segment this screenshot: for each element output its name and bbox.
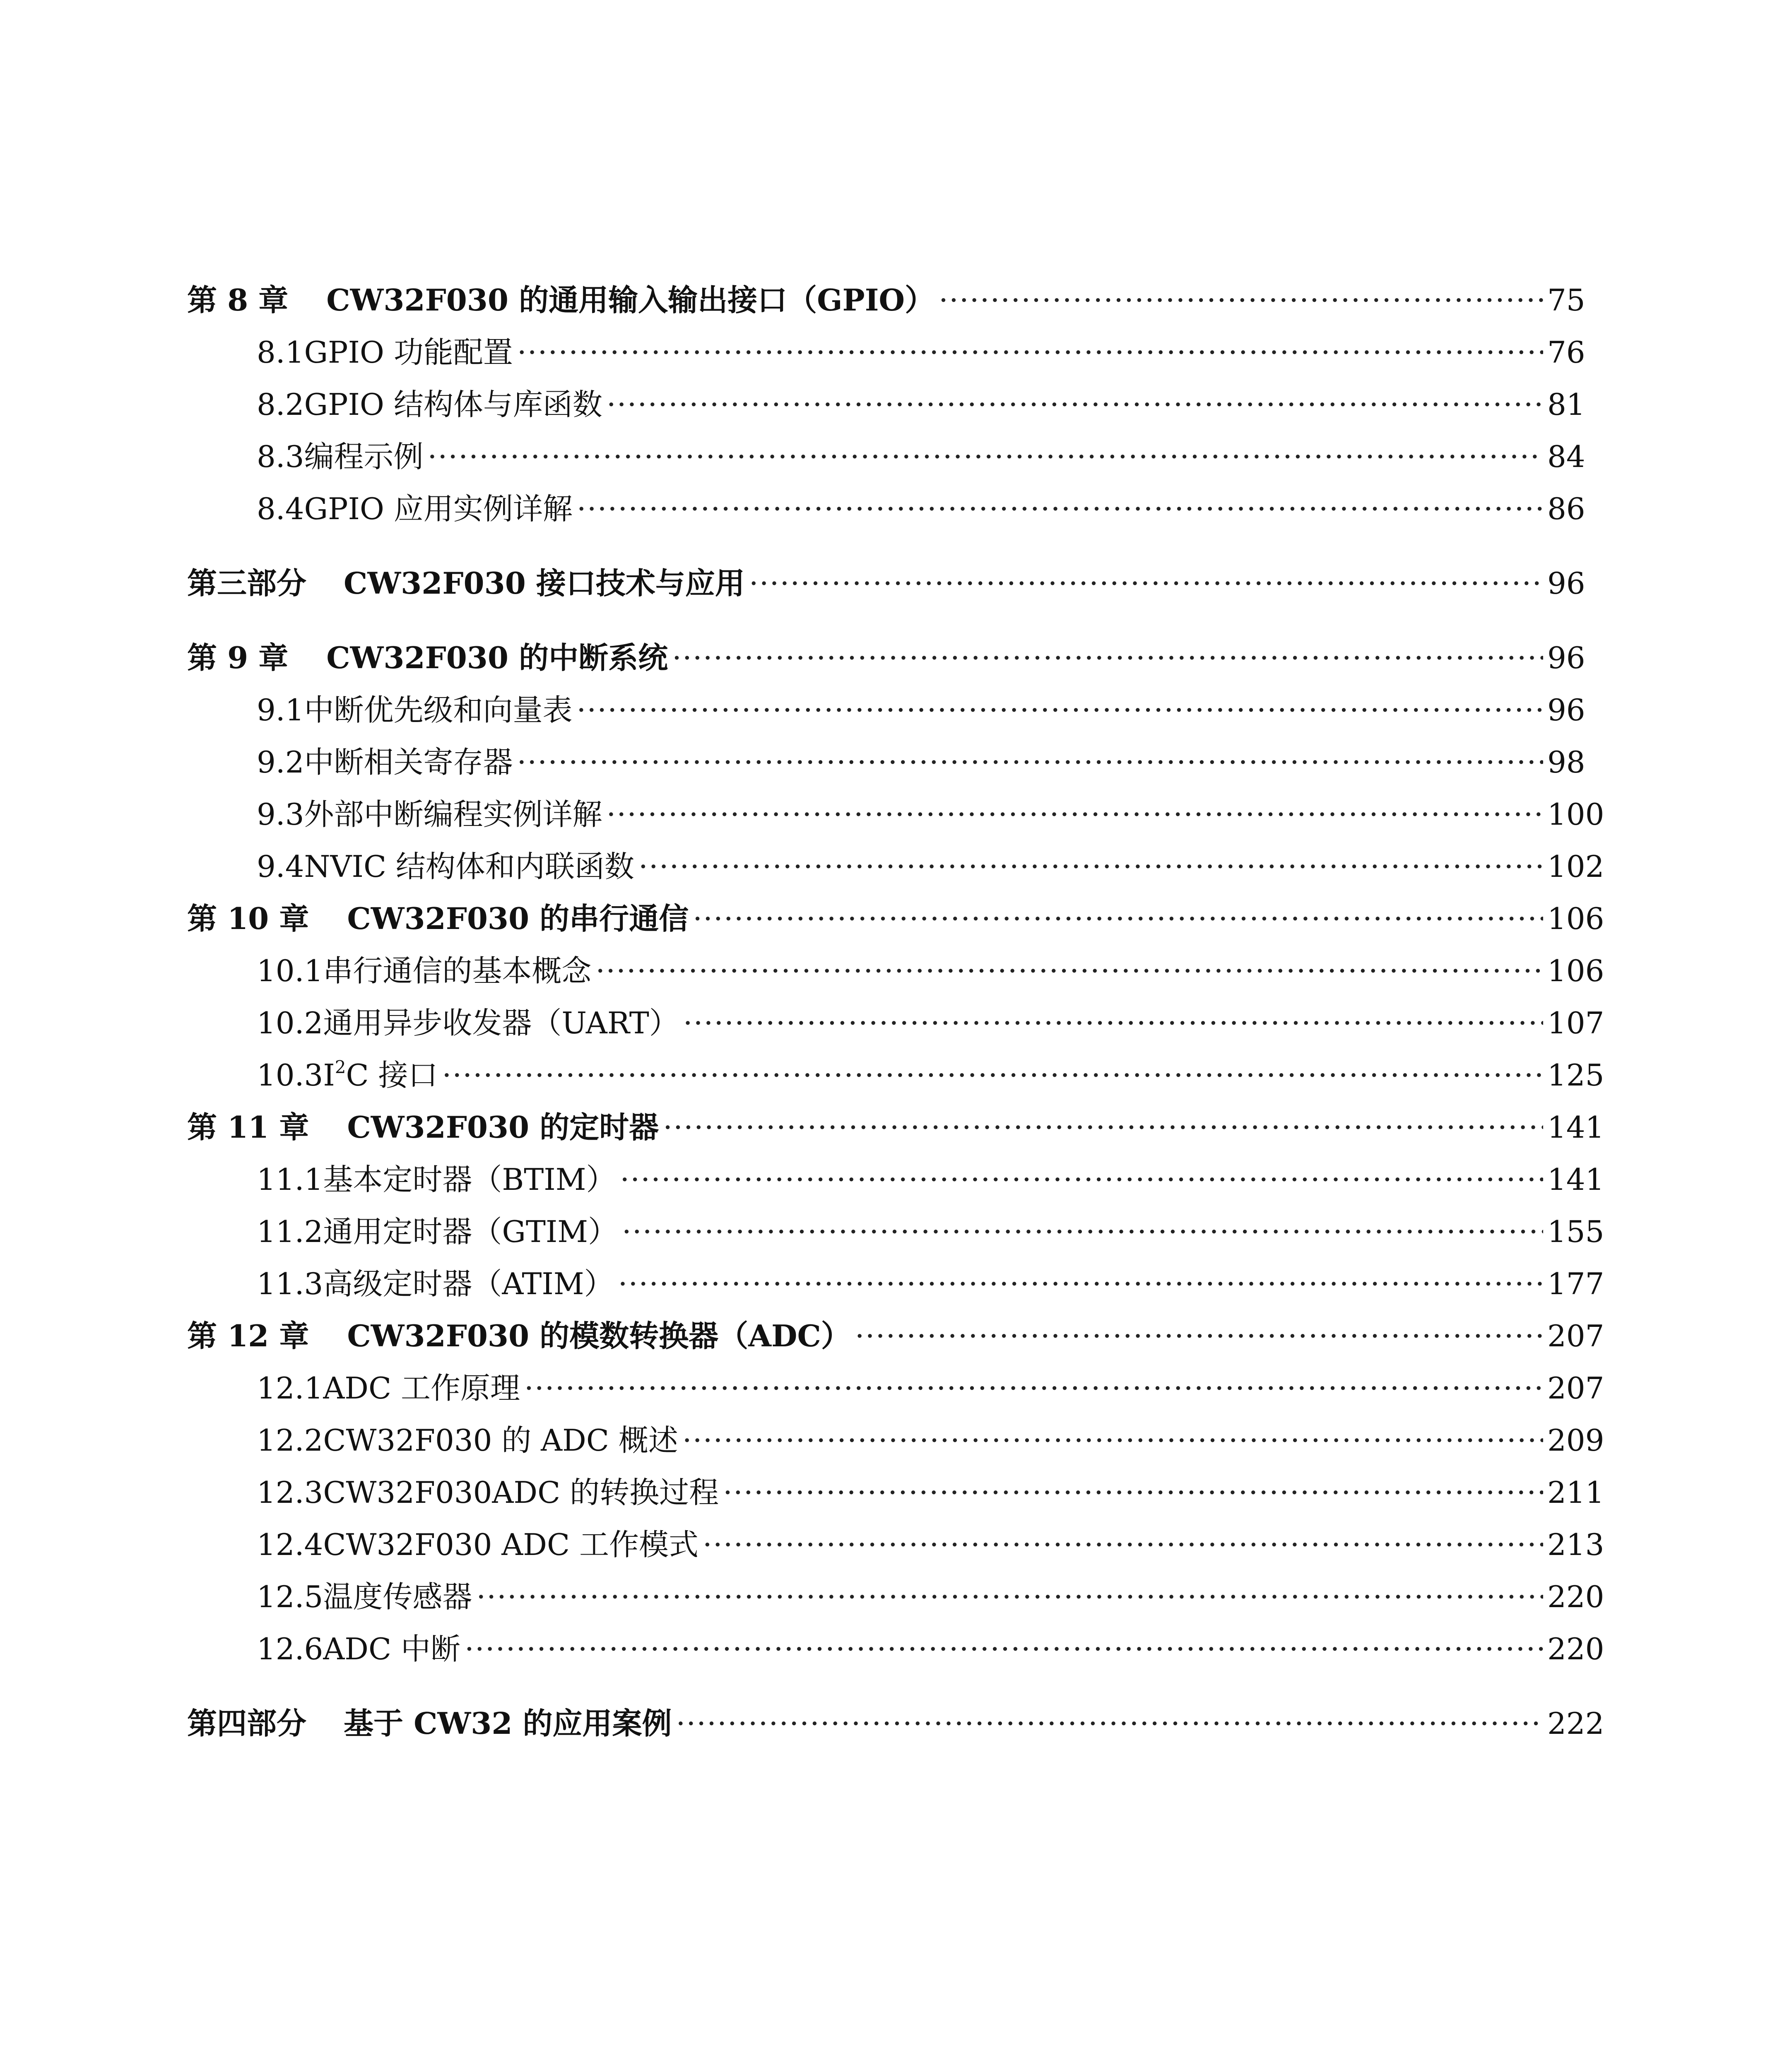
part-number: 第四部分 — [187, 1706, 307, 1741]
dot-leader — [638, 840, 1543, 893]
dot-leader — [676, 1697, 1543, 1750]
table-of-contents — [187, 274, 1604, 1772]
page-number: 84 — [1547, 439, 1585, 474]
section-title: 串行通信的基本概念 — [323, 953, 592, 988]
toc-entry-chapter-12[interactable] — [187, 1310, 1604, 1362]
section-title: 中断相关寄存器 — [304, 745, 513, 780]
dot-leader — [672, 632, 1543, 684]
page-number: 98 — [1547, 745, 1585, 780]
page-number: 211 — [1547, 1475, 1604, 1510]
section-number: 12.1 — [257, 1371, 323, 1406]
dot-leader — [618, 1258, 1543, 1310]
dot-leader — [465, 1623, 1543, 1675]
chapter-number: 第 11 章 — [187, 1110, 309, 1145]
section-title: GPIO 应用实例详解 — [304, 491, 573, 526]
dot-leader — [682, 1414, 1543, 1466]
section-title-part: I — [323, 1058, 335, 1093]
toc-entry-part-3[interactable] — [187, 557, 1585, 609]
dot-leader — [517, 326, 1543, 378]
toc-entry-section-11-3[interactable] — [187, 1258, 1604, 1310]
dot-leader — [476, 1571, 1543, 1623]
section-title: CW32F030 ADC 工作模式 — [323, 1527, 698, 1562]
section-title: 外部中断编程实例详解 — [304, 797, 602, 832]
section-number: 12.3 — [257, 1475, 323, 1510]
toc-entry-section-12-6[interactable] — [187, 1623, 1604, 1675]
section-number: 11.3 — [257, 1266, 323, 1301]
chapter-title: CW32F030 的模数转换器（ADC） — [347, 1318, 851, 1353]
chapter-number: 第 9 章 — [187, 640, 289, 675]
dot-leader — [577, 684, 1543, 736]
dot-leader — [442, 1049, 1543, 1101]
toc-entry-section-12-5[interactable] — [187, 1571, 1604, 1623]
section-title: 基本定时器（BTIM） — [323, 1162, 616, 1197]
dot-leader — [663, 1101, 1543, 1153]
toc-entry-section-10-3[interactable] — [187, 1049, 1604, 1101]
section-title: ADC 工作原理 — [323, 1371, 520, 1406]
section-number: 8.4 — [257, 491, 304, 526]
page-number: 207 — [1547, 1371, 1604, 1406]
toc-entry-part-4[interactable] — [187, 1697, 1604, 1750]
toc-entry-chapter-9[interactable] — [187, 632, 1585, 684]
toc-entry-section-11-1[interactable] — [187, 1153, 1604, 1206]
dot-leader — [855, 1310, 1543, 1362]
superscript-two: 2 — [335, 1057, 346, 1077]
section-title: NVIC 结构体和内联函数 — [304, 849, 634, 884]
toc-entry-section-10-1[interactable] — [187, 945, 1604, 997]
page-number: 100 — [1547, 797, 1604, 832]
page-number: 155 — [1547, 1214, 1604, 1249]
section-number: 12.4 — [257, 1527, 323, 1562]
toc-entry-section-10-2[interactable] — [187, 997, 1604, 1049]
section-title: ADC 中断 — [323, 1632, 461, 1666]
section-number: 9.4 — [257, 849, 304, 884]
section-number: 10.3 — [257, 1058, 323, 1093]
dot-leader — [693, 893, 1543, 945]
section-number: 8.3 — [257, 439, 304, 474]
page-number: 125 — [1547, 1058, 1604, 1093]
chapter-title: CW32F030 的串行通信 — [347, 901, 689, 936]
section-number: 10.1 — [257, 953, 323, 988]
section-number: 12.2 — [257, 1423, 323, 1458]
toc-entry-section-12-2[interactable] — [187, 1414, 1604, 1466]
dot-leader — [749, 557, 1543, 609]
page-number: 75 — [1547, 283, 1585, 318]
toc-entry-section-8-4[interactable] — [187, 483, 1585, 535]
page-number: 96 — [1547, 693, 1585, 727]
toc-entry-section-9-2[interactable] — [187, 736, 1585, 788]
dot-leader — [939, 274, 1543, 326]
toc-entry-chapter-10[interactable] — [187, 893, 1604, 945]
section-title: 通用定时器（GTIM） — [323, 1214, 618, 1249]
chapter-title: CW32F030 的通用输入输出接口（GPIO） — [326, 282, 935, 318]
page-number: 96 — [1547, 640, 1585, 675]
section-number: 9.2 — [257, 745, 304, 780]
part-title: CW32F030 接口技术与应用 — [344, 566, 745, 601]
chapter-number: 第 12 章 — [187, 1318, 309, 1353]
toc-entry-section-9-3[interactable] — [187, 788, 1604, 840]
section-title: 编程示例 — [304, 439, 424, 474]
page-number: 213 — [1547, 1527, 1604, 1562]
dot-leader — [524, 1362, 1543, 1414]
chapter-number: 第 8 章 — [187, 282, 289, 318]
section-title-part: C 接口 — [346, 1058, 438, 1093]
page-number: 141 — [1547, 1110, 1604, 1145]
section-number: 11.2 — [257, 1214, 323, 1249]
chapter-title: CW32F030 的定时器 — [347, 1110, 659, 1145]
dot-leader — [607, 788, 1543, 840]
part-number: 第三部分 — [187, 566, 307, 601]
page-number: 76 — [1547, 335, 1585, 370]
dot-leader — [703, 1519, 1543, 1571]
section-number: 8.1 — [257, 335, 304, 370]
section-title: CW32F030 的 ADC 概述 — [323, 1423, 678, 1458]
toc-entry-section-9-1[interactable] — [187, 684, 1585, 736]
section-title: 中断优先级和向量表 — [304, 693, 573, 727]
section-title: 通用异步收发器（UART） — [323, 1006, 679, 1040]
section-number: 12.5 — [257, 1579, 323, 1614]
page-number: 106 — [1547, 901, 1604, 936]
dot-leader — [595, 945, 1543, 997]
dot-leader — [577, 483, 1543, 535]
section-title: GPIO 功能配置 — [304, 335, 513, 370]
toc-entry-section-12-3[interactable] — [187, 1466, 1604, 1519]
toc-entry-section-8-3[interactable] — [187, 431, 1585, 483]
toc-entry-chapter-11[interactable] — [187, 1101, 1604, 1153]
dot-leader — [620, 1153, 1543, 1206]
section-number: 8.2 — [257, 387, 304, 422]
toc-entry-section-8-1[interactable] — [187, 326, 1585, 378]
page-number: 177 — [1547, 1266, 1604, 1301]
chapter-title: CW32F030 的中断系统 — [326, 640, 668, 675]
section-number: 9.1 — [257, 693, 304, 727]
toc-entry-section-12-1[interactable] — [187, 1362, 1604, 1414]
dot-leader — [683, 997, 1543, 1049]
dot-leader — [723, 1466, 1543, 1519]
section-title: 高级定时器（ATIM） — [323, 1266, 614, 1301]
page-number: 106 — [1547, 953, 1604, 988]
page-number: 86 — [1547, 491, 1585, 526]
chapter-number: 第 10 章 — [187, 901, 309, 936]
toc-entry-chapter-8[interactable] — [187, 274, 1585, 326]
section-title: CW32F030ADC 的转换过程 — [323, 1475, 719, 1510]
page-number: 141 — [1547, 1162, 1604, 1197]
page-number: 222 — [1547, 1706, 1604, 1741]
section-number: 12.6 — [257, 1632, 323, 1666]
section-title — [323, 1049, 438, 1101]
page-number: 81 — [1547, 387, 1585, 422]
section-title: GPIO 结构体与库函数 — [304, 387, 602, 422]
dot-leader — [517, 736, 1543, 788]
part-title: 基于 CW32 的应用案例 — [344, 1706, 672, 1741]
toc-entry-section-9-4[interactable] — [187, 840, 1604, 893]
section-number: 9.3 — [257, 797, 304, 832]
toc-entry-section-11-2[interactable] — [187, 1206, 1604, 1258]
page-number: 107 — [1547, 1006, 1604, 1040]
dot-leader — [622, 1206, 1543, 1258]
dot-leader — [428, 431, 1543, 483]
page-number: 207 — [1547, 1319, 1604, 1353]
toc-entry-section-8-2[interactable] — [187, 378, 1585, 431]
page-number: 220 — [1547, 1632, 1604, 1666]
page-number: 96 — [1547, 566, 1585, 601]
toc-entry-section-12-4[interactable] — [187, 1519, 1604, 1571]
page-number: 209 — [1547, 1423, 1604, 1458]
page-number: 220 — [1547, 1579, 1604, 1614]
section-title: 温度传感器 — [323, 1579, 472, 1614]
dot-leader — [607, 378, 1543, 431]
section-number: 11.1 — [257, 1162, 323, 1197]
page-number: 102 — [1547, 849, 1604, 884]
section-number: 10.2 — [257, 1006, 323, 1040]
